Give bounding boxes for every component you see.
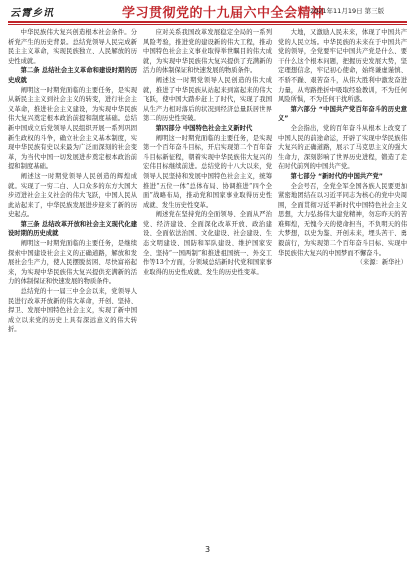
section-heading: 第四部分 中国特色社会主义新时代 xyxy=(155,124,253,132)
masthead-title: 云霄乡讯 xyxy=(10,8,54,19)
issue-dateline xyxy=(310,6,384,15)
issue-date: 2021年11月19日 xyxy=(310,7,363,15)
article-paragraph: 阐明这一时期党面临的主要任务，是实现第一个百年奋斗目标，开启实现第二个百年奋斗目标新征程，朝着实现中华民族伟大复兴的宏伟目标继续前进。总结党的十八大以来，党领导人民坚持和发展中国特色社会主义，统筹推进“五位一体”总体布局、协调推进“四个全面”战略布局，推动党和国家事业取得历史性成就、发生历史性变革。 xyxy=(143,134,272,209)
article-paragraph: 阐述这一时期党领导人民创造的辉煌成就。实现了一穷二白、人口众多的东方大国大步迈进社会主义社会的伟大飞跃，中国人民从此站起来了，中华民族发展进步迎来了新的历史起点。 xyxy=(8,172,137,219)
section-heading: 第三条 总结改革开放和社会主义现代化建设时期的历史成就 xyxy=(8,220,137,238)
source-credit: （来源：新华社） xyxy=(356,259,407,267)
section-heading: 第六部分 “中国共产党百年奋斗的历史意义” xyxy=(278,105,407,123)
article-column-3 xyxy=(278,28,407,528)
page-headline: 学习贯彻党的十九届六中全会精神 xyxy=(122,6,325,21)
header-rule-thick xyxy=(8,21,407,23)
article-column-1 xyxy=(8,28,137,528)
issue-page: 第三版 xyxy=(364,7,385,15)
section-heading: 第七部分 “新时代的中国共产党” xyxy=(290,172,383,180)
header-rule-thin xyxy=(8,24,407,25)
article-paragraph: 全会号召，全党全军全国各族人民要更加紧密地团结在以习近平同志为核心的党中央周围，全面贯彻习近平新时代中国特色社会主义思想，大力弘扬伟大建党精神，勿忘昨天的苦难辉煌，无愧今天的使命担当，不负明天的伟大梦想，以史为鉴、开创未来，埋头苦干、勇毅前行，为实现第二个百年奋斗目标、实现中华民族伟大复兴的中国梦而不懈奋斗。 xyxy=(278,182,407,257)
article-paragraph: 全会指出，党的百年奋斗从根本上改变了中国人民的前途命运，开辟了实现中华民族伟大复兴的正确道路，展示了马克思主义的强大生命力，深刻影响了世界历史进程，锻造了走在时代前列的中国共产党。 xyxy=(278,124,407,171)
page-header xyxy=(0,0,415,22)
article-paragraph: 阐述这一时期党领导人民创造的伟大成就，推进了中华民族从站起来到富起来的伟大飞跃，使中国大踏步赶上了时代，实现了我国从生产力相对落后的状况到经济总量跃居世界第二的历史性突破。 xyxy=(143,76,272,123)
article-paragraph: 中华民族伟大复兴创造根本社会条件。分析党产生的历史背景。总结党领导人民完成新民主主义革命，实现民族独立、人民解放的历史性成就。 xyxy=(8,29,137,65)
section-heading: 第二条 总结社会主义革命和建设时期的历史成就 xyxy=(8,67,137,84)
article-paragraph: 应对关系我国改革发展稳定全局的一系列风险考验，推进党的建设新的伟大工程，推动中国特色社会主义事业取得举世瞩目的伟大成就，为实现中华民族伟大复兴提供了充满新的活力的体制保证和快速发展的物质条件。 xyxy=(143,29,272,75)
article-column-2 xyxy=(143,28,272,528)
page-number: 3 xyxy=(204,545,211,554)
article-paragraph: 阐述党在坚持党的全面领导、全面从严治党、经济建设、全面深化改革开放、政治建设、全面依法治国、文化建设、社会建设、生态文明建设、国防和军队建设、维护国家安全、坚持“一国两制”和推进祖国统一、外交工作等13个方面，分领域总结新时代党和国家事业取得的历史性成就、发生的历史性变革。 xyxy=(143,211,272,276)
article-body xyxy=(8,28,407,528)
article-paragraph: 阐明这一时期党面临的主要任务，是实现从新民主主义到社会主义的转变，进行社会主义革命，推进社会主义建设，为实现中华民族伟大复兴奠定根本政治前提和制度基础。总结新中国成立后党领导人民组织开展一系列巩固新生政权的斗争，确立社会主义基本制度，实现中华民族有史以来最为广泛而深刻的社会变革，为当代中国一切发展进步奠定根本政治前提和制度基础。 xyxy=(8,86,137,171)
article-paragraph: 阐明这一时期党面临的主要任务，是继续探索中国建设社会主义的正确道路，解放和发展社会生产力，使人民摆脱贫困、尽快富裕起来，为实现中华民族伟大复兴提供充满新的活力的体制保证和快速发展的物质条件。 xyxy=(8,240,137,286)
article-paragraph: 大地，又激励人民未来，体现了中国共产党的人民立场。中华民族的未来在于中国共产党的领导，全党要牢记中国共产党是什么、要干什么这个根本问题，把握历史发展大势，坚定理想信念，牢记初心使命，始终谦虚谨慎、不骄不躁、艰苦奋斗，从伟大胜利中激发奋进力量，从弯路挫折中吸取经验教训，不为任何风险所惧，不为任何干扰所惑。 xyxy=(278,29,407,104)
article-paragraph: 总结党的十一届三中全会以来，党领导人民进行改革开放新的伟大革命，开创、坚持、捍卫、发展中国特色社会主义，实现了新中国成立以来党的历史上具有深远意义的伟大转折。 xyxy=(8,288,137,334)
